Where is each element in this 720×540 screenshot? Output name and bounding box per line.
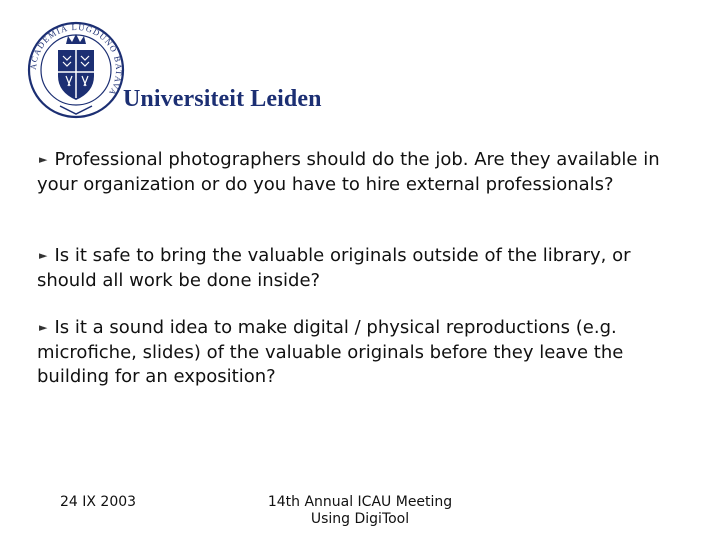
bullet-text: Is it safe to bring the valuable originals outside of the library, or should all work be done inside? — [37, 245, 631, 291]
footer-title-line1: 14th Annual ICAU Meeting — [267, 494, 453, 510]
footer-title — [240, 494, 480, 528]
university-logo — [26, 14, 322, 134]
bullet-text: Professional photographers should do the job. Are they available in your organization or do you have to hire external professionals? — [37, 149, 660, 195]
bullet-text: Is it a sound idea to make digital / physical reproductions (e.g. microfiche, slides) of the valuable originals before they leave the building for an exposition? — [37, 317, 624, 387]
triangle-right-icon: ► — [39, 249, 48, 262]
triangle-right-icon: ► — [39, 153, 48, 166]
university-seal-icon — [26, 14, 126, 126]
footer-title-line2: Using DigiTool — [310, 511, 410, 527]
university-name: Universiteit Leiden — [123, 86, 322, 112]
bullet-item — [37, 316, 677, 390]
bullet-item — [37, 244, 677, 293]
footer-date: 24 IX 2003 — [60, 494, 137, 510]
bullet-item — [37, 148, 677, 197]
seal-text: ACADEMIA LUGDUNO BATAVA — [27, 21, 125, 99]
triangle-right-icon: ► — [39, 321, 48, 334]
